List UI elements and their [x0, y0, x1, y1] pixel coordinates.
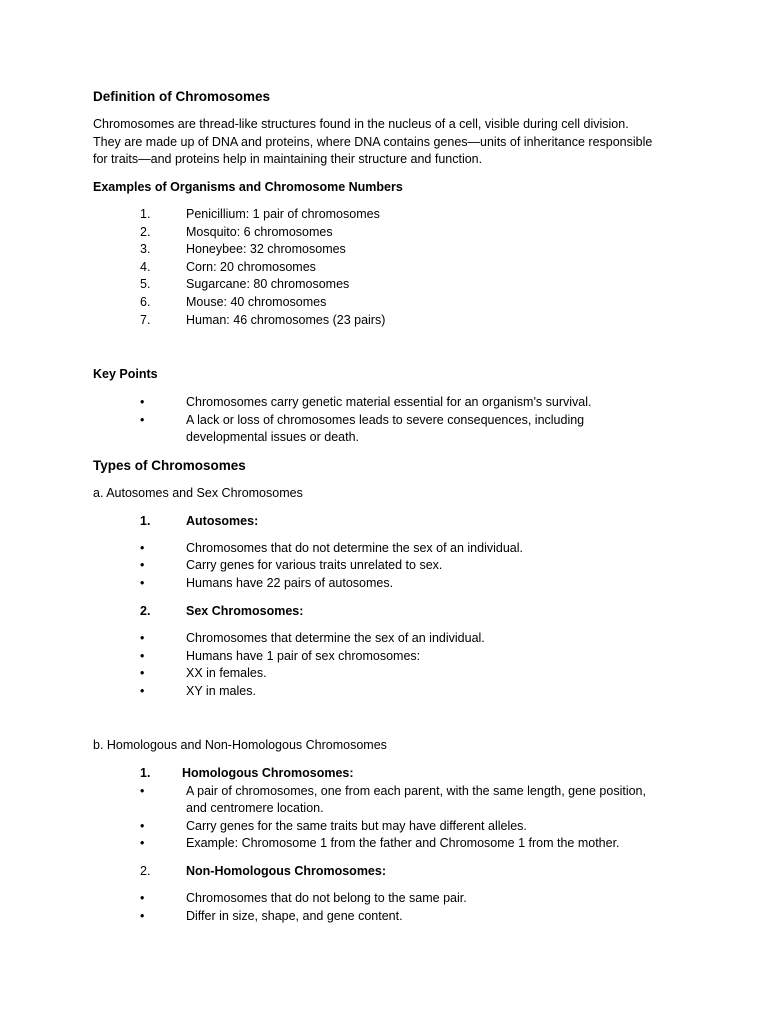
sex-chromosome-item: XY in males.: [186, 684, 256, 698]
list-number: 1.: [140, 514, 151, 528]
list-number: 5.: [140, 277, 151, 291]
bullet-icon: [140, 394, 144, 411]
homologous-item-continuation: and centromere location.: [186, 801, 324, 815]
homologous-item: Example: Chromosome 1 from the father and Chromosome 1 from the mother.: [186, 836, 620, 850]
bullet-icon: [140, 783, 144, 800]
section-a-title: a. Autosomes and Sex Chromosomes: [93, 486, 303, 500]
list-number: 7.: [140, 313, 151, 327]
list-number: 1.: [140, 207, 151, 221]
sex-chromosome-item: XX in females.: [186, 666, 267, 680]
homologous-item: Carry genes for the same traits but may have different alleles.: [186, 819, 527, 833]
non-homologous-label: Non-Homologous Chromosomes:: [186, 864, 386, 878]
example-item: Corn: 20 chromosomes: [186, 260, 316, 274]
examples-heading: Examples of Organisms and Chromosome Numbers: [93, 180, 403, 194]
bullet-icon: [140, 557, 144, 574]
bullet-icon: [140, 890, 144, 907]
definition-line: for traits—and proteins help in maintaining their structure and function.: [93, 152, 483, 166]
bullet-icon: [140, 835, 144, 852]
list-number: 2.: [140, 864, 151, 878]
non-homologous-item: Chromosomes that do not belong to the same pair.: [186, 891, 467, 905]
example-item: Mouse: 40 chromosomes: [186, 295, 327, 309]
key-point-item-continuation: developmental issues or death.: [186, 430, 360, 444]
key-point-item: A lack or loss of chromosomes leads to severe consequences, including: [186, 413, 585, 427]
sex-chromosome-item: Humans have 1 pair of sex chromosomes:: [186, 649, 421, 663]
list-number: 4.: [140, 260, 151, 274]
list-number: 6.: [140, 295, 151, 309]
bullet-icon: [140, 630, 144, 647]
bullet-icon: [140, 540, 144, 557]
example-item: Human: 46 chromosomes (23 pairs): [186, 313, 386, 327]
list-number: 2.: [140, 225, 151, 239]
types-heading: Types of Chromosomes: [93, 458, 246, 473]
key-points-heading: Key Points: [93, 367, 158, 381]
list-number: 3.: [140, 242, 151, 256]
bullet-icon: [140, 818, 144, 835]
example-item: Honeybee: 32 chromosomes: [186, 242, 346, 256]
list-number: 2.: [140, 604, 151, 618]
bullet-icon: [140, 648, 144, 665]
section-b-title: b. Homologous and Non-Homologous Chromosomes: [93, 738, 387, 752]
bullet-icon: [140, 908, 144, 925]
sex-chromosomes-label: Sex Chromosomes:: [186, 604, 304, 618]
autosome-item: Chromosomes that do not determine the sex of an individual.: [186, 541, 523, 555]
homologous-item: A pair of chromosomes, one from each parent, with the same length, gene position,: [186, 784, 646, 798]
bullet-icon: [140, 665, 144, 682]
example-item: Penicillium: 1 pair of chromosomes: [186, 207, 380, 221]
sex-chromosome-item: Chromosomes that determine the sex of an individual.: [186, 631, 485, 645]
definition-heading: Definition of Chromosomes: [93, 89, 271, 104]
definition-line: Chromosomes are thread-like structures found in the nucleus of a cell, visible during cell division.: [93, 117, 629, 131]
bullet-icon: [140, 575, 144, 592]
autosomes-label: Autosomes:: [186, 514, 259, 528]
example-item: Mosquito: 6 chromosomes: [186, 225, 333, 239]
autosome-item: Humans have 22 pairs of autosomes.: [186, 576, 394, 590]
autosome-item: Carry genes for various traits unrelated to sex.: [186, 558, 443, 572]
homologous-label: Homologous Chromosomes:: [182, 766, 354, 780]
key-point-item: Chromosomes carry genetic material essential for an organism’s survival.: [186, 395, 592, 409]
bullet-icon: [140, 412, 144, 429]
list-number: 1.: [140, 766, 151, 780]
example-item: Sugarcane: 80 chromosomes: [186, 277, 350, 291]
non-homologous-item: Differ in size, shape, and gene content.: [186, 909, 403, 923]
definition-line: They are made up of DNA and proteins, where DNA contains genes—units of inheritance responsible: [93, 135, 653, 149]
bullet-icon: [140, 683, 144, 700]
